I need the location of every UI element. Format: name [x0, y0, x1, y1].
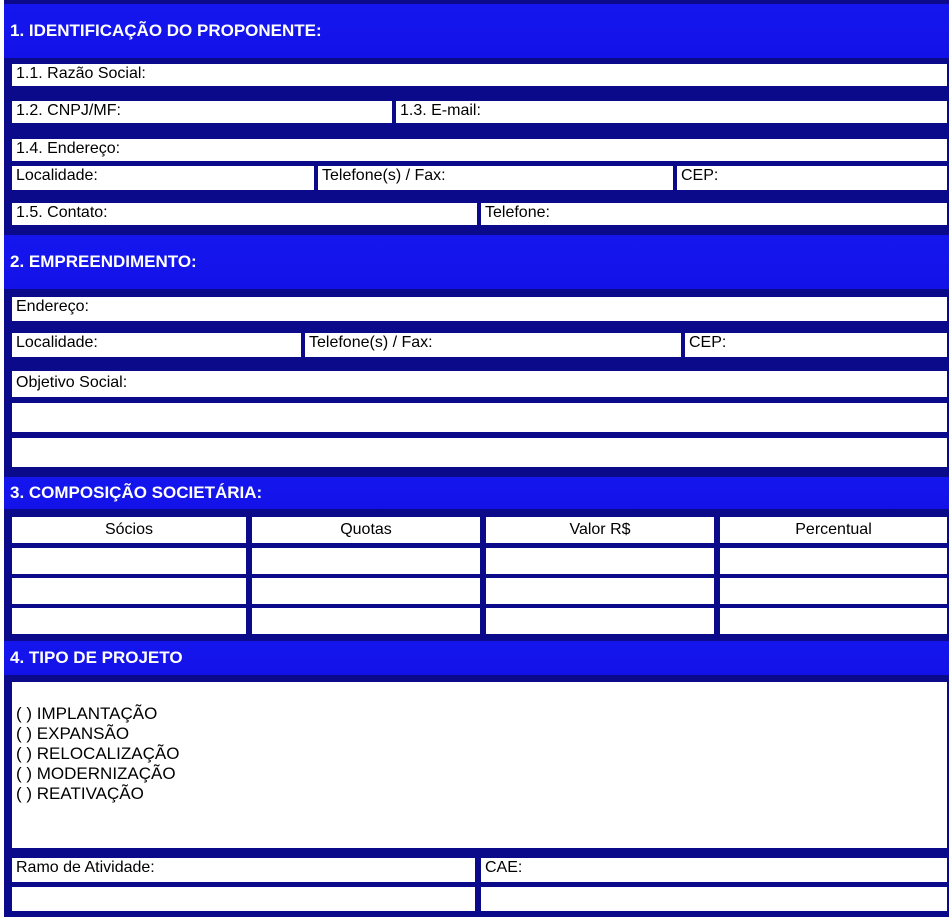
field-label: 1.3. E-mail:: [400, 102, 481, 119]
percentual-cell[interactable]: [718, 608, 947, 634]
tipo-projeto-options: [10, 682, 947, 848]
row-emp-endereco: [4, 297, 949, 321]
option-expansao[interactable]: ( ) EXPANSÃO: [16, 724, 130, 743]
option-reativacao[interactable]: ( ) REATIVAÇÃO: [16, 784, 144, 803]
objetivo-social-field[interactable]: [10, 371, 947, 397]
table-row: [4, 608, 949, 634]
row-tipo-projeto: [4, 682, 949, 848]
field-label: 1.5. Contato:: [16, 204, 108, 221]
field-label: Localidade:: [16, 167, 98, 184]
column-header-quotas: Quotas: [250, 517, 480, 543]
telefone-fax-field[interactable]: [316, 166, 673, 190]
socio-cell[interactable]: [10, 608, 246, 634]
emp-endereco-field[interactable]: [10, 297, 947, 321]
row-cnpj-email: [4, 101, 949, 123]
field-label: Ramo de Atividade:: [16, 859, 155, 876]
razao-social-field[interactable]: [10, 64, 947, 86]
column-header-socios: Sócios: [10, 517, 246, 543]
email-field[interactable]: [394, 101, 947, 123]
telefone-field[interactable]: [479, 203, 947, 225]
percentual-cell[interactable]: [718, 548, 947, 574]
objetivo-line-field[interactable]: [10, 438, 947, 467]
field-label: Telefone(s) / Fax:: [322, 167, 446, 184]
section-title: 1. IDENTIFICAÇÃO DO PROPONENTE:: [10, 21, 322, 40]
valor-cell[interactable]: [484, 608, 714, 634]
row-localidade: [4, 166, 949, 190]
option-modernizacao[interactable]: ( ) MODERNIZAÇÃO: [16, 764, 176, 783]
composicao-header-row: [4, 517, 949, 543]
valor-cell[interactable]: [484, 548, 714, 574]
table-row: [4, 578, 949, 604]
row-razao-social: [4, 64, 949, 86]
section-header-tipo-projeto: [4, 637, 949, 679]
cae-field[interactable]: [479, 858, 947, 882]
field-label: Endereço:: [16, 298, 89, 315]
socio-cell[interactable]: [10, 578, 246, 604]
field-label: Localidade:: [16, 334, 98, 351]
section-title: 2. EMPREENDIMENTO:: [10, 252, 197, 271]
socio-cell[interactable]: [10, 548, 246, 574]
quotas-cell[interactable]: [250, 578, 480, 604]
table-row: [4, 548, 949, 574]
option-relocalizacao[interactable]: ( ) RELOCALIZAÇÃO: [16, 744, 180, 763]
field-label: 1.2. CNPJ/MF:: [16, 102, 121, 119]
quotas-cell[interactable]: [250, 548, 480, 574]
section-title: 4. TIPO DE PROJETO: [10, 648, 183, 667]
percentual-cell[interactable]: [718, 578, 947, 604]
section-header-composicao: [4, 473, 949, 513]
objetivo-line-field[interactable]: [10, 403, 947, 432]
row-objetivo-line-1: [4, 403, 949, 432]
section-header-identificacao: [4, 0, 949, 62]
ramo-atividade-input[interactable]: [10, 887, 475, 911]
row-ramo-blank: [4, 887, 949, 911]
emp-telefone-fax-field[interactable]: [303, 333, 681, 357]
ramo-atividade-field[interactable]: [10, 858, 475, 882]
quotas-cell[interactable]: [250, 608, 480, 634]
section-header-empreendimento: [4, 231, 949, 293]
option-implantacao[interactable]: ( ) IMPLANTAÇÃO: [16, 704, 158, 723]
valor-cell[interactable]: [484, 578, 714, 604]
contato-field[interactable]: [10, 203, 477, 225]
cae-input[interactable]: [479, 887, 947, 911]
row-contato: [4, 203, 949, 225]
field-label: 1.4. Endereço:: [16, 140, 121, 157]
column-header-percentual: Percentual: [718, 517, 947, 543]
row-objetivo-line-2: [4, 438, 949, 467]
cep-field[interactable]: [675, 166, 947, 190]
row-emp-localidade: [4, 333, 949, 357]
cnpj-field[interactable]: [10, 101, 392, 123]
row-endereco: [4, 139, 949, 161]
row-ramo-atividade: [4, 858, 949, 882]
field-label: 1.1. Razão Social:: [16, 65, 146, 82]
field-label: Objetivo Social:: [16, 374, 128, 391]
field-label: Telefone:: [485, 204, 550, 221]
emp-localidade-field[interactable]: [10, 333, 301, 357]
emp-cep-field[interactable]: [683, 333, 947, 357]
field-label: CEP:: [681, 167, 719, 184]
row-objetivo-social: [4, 371, 949, 397]
field-label: CAE:: [485, 859, 523, 876]
proposal-form: [4, 0, 949, 917]
endereco-field[interactable]: [10, 139, 947, 161]
section-title: 3. COMPOSIÇÃO SOCIETÁRIA:: [10, 483, 263, 502]
field-label: Telefone(s) / Fax:: [309, 334, 433, 351]
column-header-valor: Valor R$: [484, 517, 714, 543]
localidade-field[interactable]: [10, 166, 314, 190]
field-label: CEP:: [689, 334, 727, 351]
